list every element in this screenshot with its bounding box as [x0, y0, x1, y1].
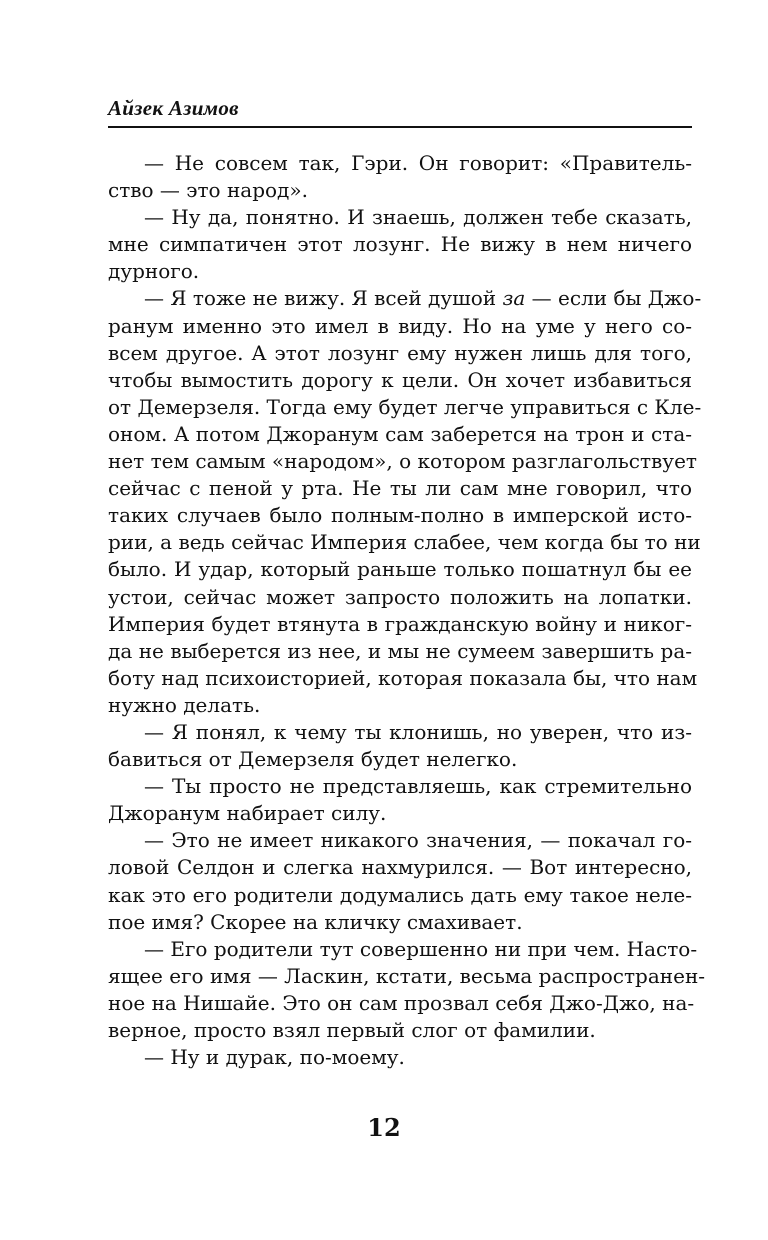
text-line: — Ну и дурак, по-моему.: [144, 1045, 405, 1070]
text-line: Джоранум набирает силу.: [108, 801, 387, 826]
text-line: как это его родители додумались дать ему такое неле-: [108, 882, 692, 907]
text-line: ловой Селдон и слегка нахмурился. — Вот интересно,: [108, 855, 692, 880]
text-line: оном. А потом Джоранум сам заберется на трон и ста-: [108, 421, 692, 446]
emphasis: за: [502, 286, 526, 311]
text-line: боту над психоисторией, которая показала бы, что нам: [108, 665, 698, 690]
text-line: мне симпатичен этот лозунг. Не вижу в нем ничего: [108, 232, 692, 257]
text-line: — Ну да, понятно. И знаешь, должен тебе сказать,: [144, 205, 692, 230]
header-rule: [108, 126, 692, 128]
text-line: — Не совсем так, Гэри. Он говорит: «Правитель-: [144, 151, 692, 175]
text-line: нужно делать.: [108, 692, 261, 717]
text-line: таких случаев было полным-полно в имперской исто-: [108, 503, 692, 528]
text-line: — Я тоже не вижу. Я всей душой за — если бы Джо-: [144, 286, 702, 311]
page-number: 12: [367, 1113, 401, 1142]
text-line: бавиться от Демерзеля будет нелегко.: [108, 747, 518, 772]
text-line: дурного.: [108, 259, 200, 284]
text-line: — Это не имеет никакого значения, — покачал го-: [144, 828, 692, 853]
text-line: Империя будет втянута в гражданскую войну и никог-: [108, 611, 692, 636]
text-line: пое имя? Скорее на кличку смахивает.: [108, 909, 523, 934]
text-line: ство — это народ».: [108, 178, 308, 203]
text-line: от Демерзеля. Тогда ему будет легче управиться с Кле-: [108, 394, 702, 419]
text-line: ное на Нишайе. Это он сам прозвал себя Джо-Джо, на-: [108, 990, 695, 1015]
text-line: рии, а ведь сейчас Империя слабее, чем когда бы то ни: [108, 530, 701, 555]
text-line: ранум именно это имел в виду. Но на уме у него со-: [108, 313, 692, 338]
text-line: было. И удар, который раньше только пошатнул бы ее: [108, 557, 692, 582]
text-line: да не выберется из нее, и мы не сумеем завершить ра-: [108, 638, 692, 663]
body-text: [108, 150, 706, 1071]
text-line: верное, просто взял первый слог от фамилии.: [108, 1018, 596, 1042]
text-line: сейчас с пеной у рта. Не ты ли сам мне говорил, что: [108, 476, 692, 501]
text-line: нет тем самым «народом», о котором разглагольствует: [108, 449, 697, 474]
text-line: устои, сейчас может запросто положить на лопатки.: [108, 584, 692, 609]
text-line: — Его родители тут совершенно ни при чем. Насто-: [144, 936, 698, 961]
text-line: ящее его имя — Ласкин, кстати, весьма распространен-: [108, 963, 706, 988]
text-line: — Я понял, к чему ты клонишь, но уверен, что из-: [144, 719, 692, 744]
text-line: всем другое. А этот лозунг ему нужен лишь для того,: [108, 340, 692, 365]
text-line: чтобы вымостить дорогу к цели. Он хочет избавиться: [108, 367, 692, 392]
text-line: — Ты просто не представляешь, как стремительно: [144, 774, 692, 799]
running-head: Айзек Азимов: [108, 96, 239, 120]
